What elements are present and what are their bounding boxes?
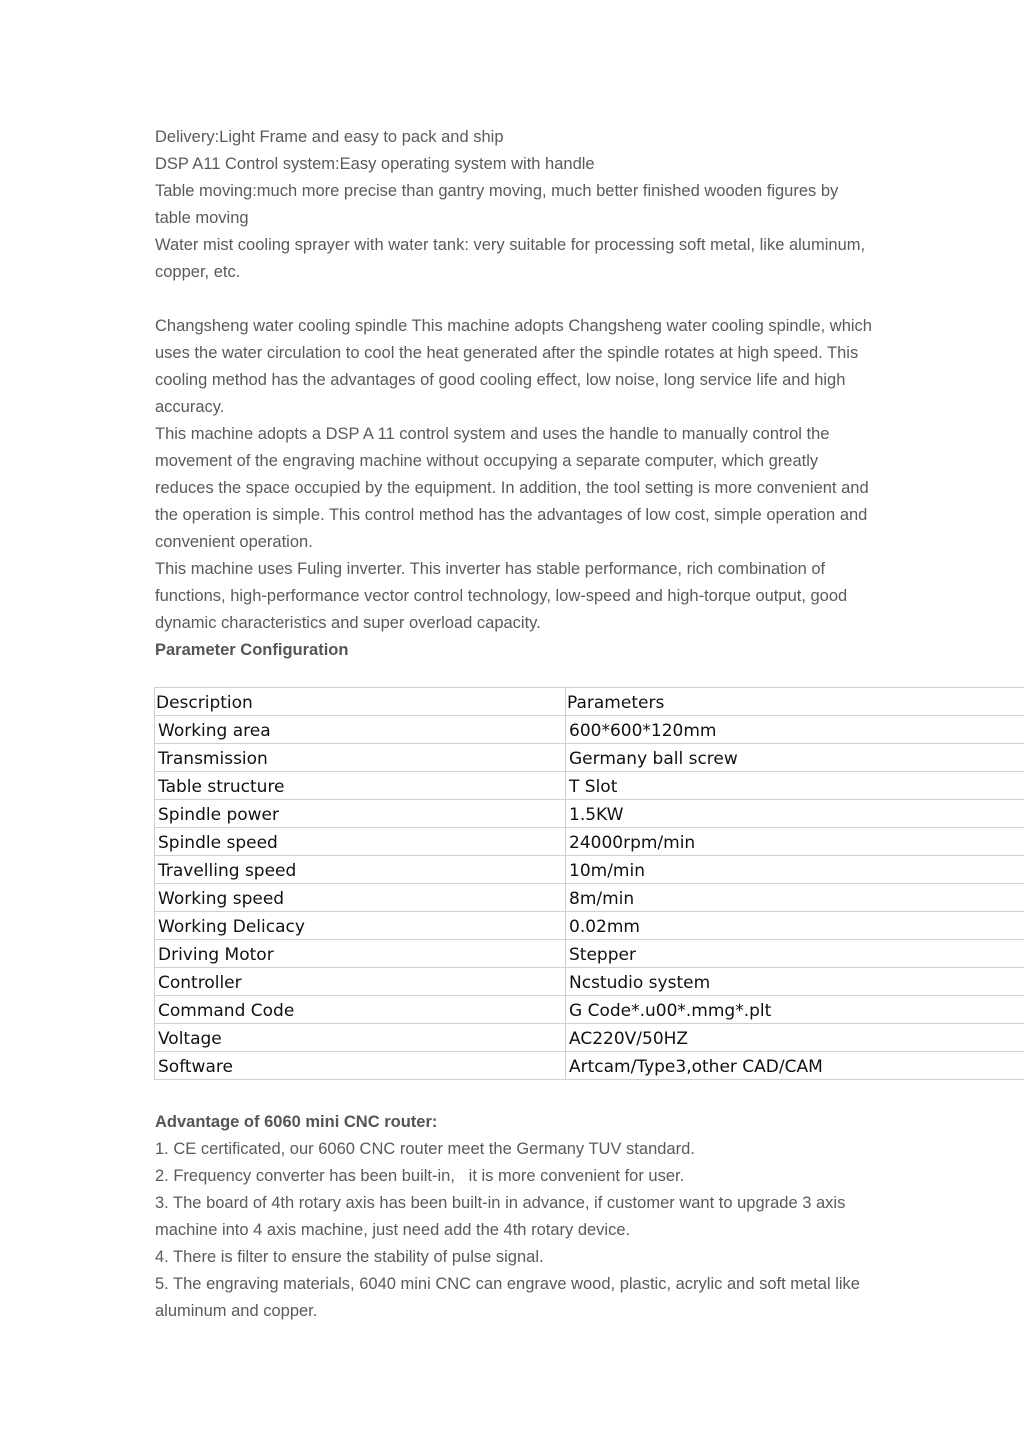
row-label: Working area — [155, 716, 566, 744]
row-value: 600*600*120mm — [566, 716, 1024, 744]
row-label: Transmission — [155, 744, 566, 772]
row-label: Voltage — [155, 1024, 566, 1052]
row-label: Working speed — [155, 884, 566, 912]
advantage-item: 3. The board of 4th rotary axis has been built-in in advance, if customer want to upgrade 3 axis machine into 4 axis machine, just need add the 4th rotary device. — [155, 1194, 846, 1239]
advantage-item: 4. There is filter to ensure the stability of pulse signal. — [155, 1248, 544, 1266]
parameter-table — [154, 687, 1024, 1080]
table-row — [155, 772, 1024, 800]
header-description: Description — [155, 688, 566, 716]
table-row — [155, 968, 1024, 996]
advantage-item: 2. Frequency converter has been built-in, it is more convenient for user. — [155, 1167, 685, 1185]
header-parameters: Parameters — [566, 688, 1024, 716]
advantage-item: 5. The engraving materials, 6040 mini CNC can engrave wood, plastic, acrylic and soft metal like aluminum and copper. — [155, 1275, 860, 1320]
row-label: Travelling speed — [155, 856, 566, 884]
parameter-heading: Parameter Configuration — [155, 641, 349, 659]
row-value: 8m/min — [566, 884, 1024, 912]
detail-control-system: This machine adopts a DSP A 11 control system and uses the handle to manually control the movement of the engraving machine without occupying a separate computer, which greatly reduces the space occupied by the equipment. In addition, the tool setting is more convenient and the operation is simple. This control method has the advantages of low cost, simple operation and convenient operation. — [155, 425, 869, 551]
table-row — [155, 996, 1024, 1024]
row-value: 1.5KW — [566, 800, 1024, 828]
table-row — [155, 828, 1024, 856]
advantage-item: 1. CE certificated, our 6060 CNC router meet the Germany TUV standard. — [155, 1140, 695, 1158]
row-label: Spindle speed — [155, 828, 566, 856]
row-value: T Slot — [566, 772, 1024, 800]
intro-control-system: DSP A11 Control system:Easy operating system with handle — [155, 155, 595, 173]
row-label: Driving Motor — [155, 940, 566, 968]
row-label: Table structure — [155, 772, 566, 800]
table-row — [155, 1024, 1024, 1052]
paragraph-spacer — [155, 286, 875, 313]
table-row — [155, 856, 1024, 884]
row-value: Germany ball screw — [566, 744, 1024, 772]
detail-spindle: Changsheng water cooling spindle This machine adopts Changsheng water cooling spindle, which uses the water circulation to cool the heat generated after the spindle rotates at high speed. This cooling method has the advantages of good cooling effect, low noise, long service life and high accuracy. — [155, 317, 872, 416]
row-value: 0.02mm — [566, 912, 1024, 940]
row-value: 10m/min — [566, 856, 1024, 884]
row-value: G Code*.u00*.mmg*.plt — [566, 996, 1024, 1024]
table-row — [155, 800, 1024, 828]
table-row — [155, 884, 1024, 912]
row-label: Software — [155, 1052, 566, 1080]
row-value: Ncstudio system — [566, 968, 1024, 996]
row-label: Command Code — [155, 996, 566, 1024]
intro-cooling-sprayer: Water mist cooling sprayer with water tank: very suitable for processing soft metal, like aluminum, copper, etc. — [155, 236, 866, 281]
table-row — [155, 744, 1024, 772]
row-value: Stepper — [566, 940, 1024, 968]
table-row — [155, 940, 1024, 968]
table-row — [155, 912, 1024, 940]
advantages-section — [155, 1109, 875, 1325]
row-label: Working Delicacy — [155, 912, 566, 940]
intro-delivery: Delivery:Light Frame and easy to pack and ship — [155, 128, 504, 146]
detail-inverter: This machine uses Fuling inverter. This inverter has stable performance, rich combination of functions, high-performance vector control technology, low-speed and high-torque output, good dynamic characteristics and super overload capacity. — [155, 560, 848, 632]
table-row — [155, 716, 1024, 744]
row-value: AC220V/50HZ — [566, 1024, 1024, 1052]
table-header-row — [155, 688, 1024, 716]
table-row — [155, 1052, 1024, 1080]
row-value: Artcam/Type3,other CAD/CAM — [566, 1052, 1024, 1080]
row-label: Controller — [155, 968, 566, 996]
document-body — [155, 124, 875, 664]
row-value: 24000rpm/min — [566, 828, 1024, 856]
row-label: Spindle power — [155, 800, 566, 828]
intro-table-moving: Table moving:much more precise than gantry moving, much better finished wooden figures by table moving — [155, 182, 839, 227]
advantages-heading: Advantage of 6060 mini CNC router: — [155, 1113, 438, 1131]
